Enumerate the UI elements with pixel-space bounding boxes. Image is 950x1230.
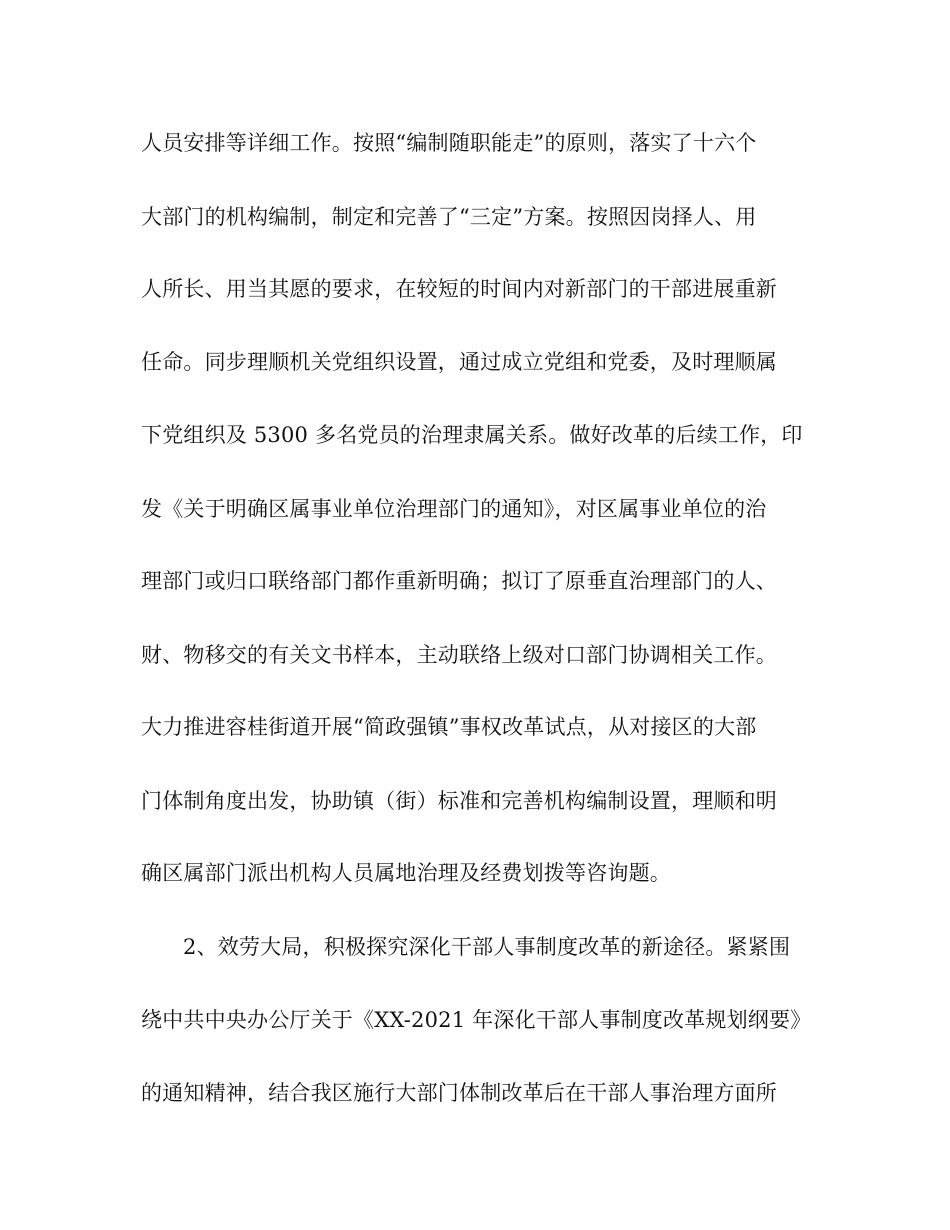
body-text-line-5: 下党组织及 5300 多名党员的治理隶属关系。做好改革的后续工作，印 [141, 423, 803, 447]
body-text-line-1: 人员安排等详细工作。按照“编制随职能走”的原则，落实了十六个 [141, 131, 757, 155]
body-text-line-7: 理部门或归口联络部门都作重新明确；拟订了原垂直治理部门的人、 [141, 569, 777, 593]
body-text-line-8: 财、物移交的有关文书样本，主动联络上级对口部门协调相关工作。 [141, 643, 777, 667]
body-text-line-11: 确区属部门派出机构人员属地治理及经费划拨等咨询题。 [141, 861, 671, 885]
body-text-line-14: 的通知精神，结合我区施行大部门体制改革后在干部人事治理方面所 [141, 1081, 777, 1105]
body-text-line-9: 大力推进容桂街道开展“简政强镇”事权改革试点，从对接区的大部 [141, 715, 757, 739]
body-text-line-4: 任命。同步理顺机关党组织设置，通过成立党组和党委，及时理顺属 [141, 350, 777, 374]
body-text-line-3: 人所长、用当其愿的要求，在较短的时间内对新部门的干部进展重新 [141, 277, 777, 301]
body-text-line-6: 发《关于明确区属事业单位治理部门的通知》，对区属事业单位的治 [141, 497, 767, 521]
body-text-line-2: 大部门的机构编制，制定和完善了“三定”方案。按照因岗择人、用 [141, 205, 757, 229]
body-text-line-13: 绕中共中央办公厅关于《XX-2021 年深化干部人事制度改革规划纲要》 [141, 1008, 812, 1032]
body-text-line-10: 门体制角度出发，协助镇（街）标准和完善机构编制设置，理顺和明 [141, 789, 777, 813]
paragraph-start-line: 2、效劳大局，积极探究深化干部人事制度改革的新途径。紧紧围 [183, 935, 791, 959]
